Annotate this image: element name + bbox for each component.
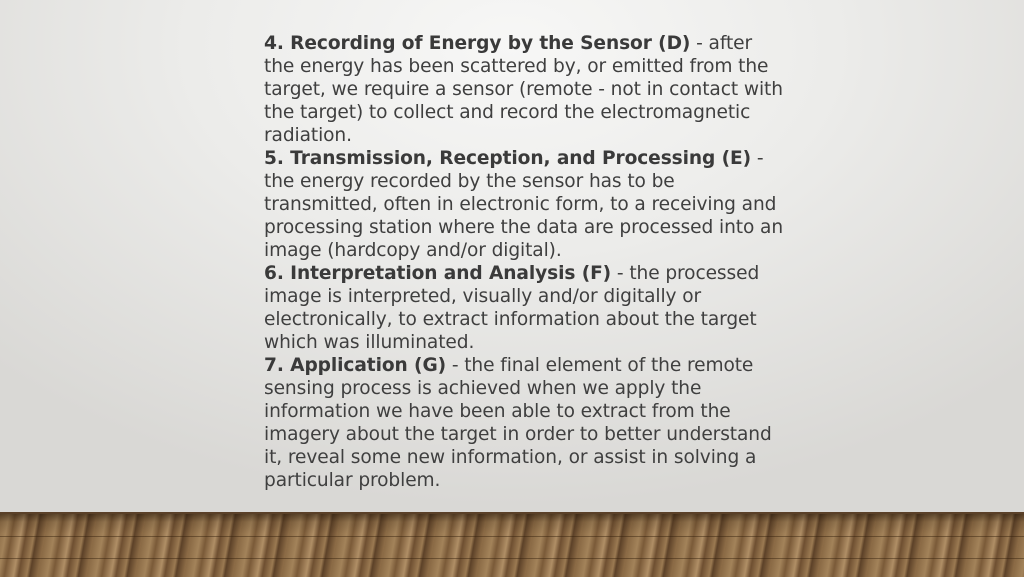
slide-text-body <box>264 32 784 492</box>
item-body: - after the energy has been scattered by, or emitted from the target, we require a sensor (remote - not in contact with the target) to collect and record the electromagnetic radiation. <box>264 33 783 146</box>
list-item-interpretation <box>264 262 784 354</box>
item-heading: 4. Recording of Energy by the Sensor (D) <box>264 33 691 54</box>
item-body: - the energy recorded by the sensor has to be transmitted, often in electronic form, to a receiving and processing station where the data are processed into an image (hardcopy and/or digital). <box>264 148 784 261</box>
list-item-transmission <box>264 147 784 262</box>
list-item-recording <box>264 32 784 147</box>
item-heading: 5. Transmission, Reception, and Processing (E) <box>264 148 752 169</box>
item-body: - the final element of the remote sensing process is achieved when we apply the information we have been able to extract from the imagery about the target in order to better understand it, reveal some new information, or assist in solving a particular problem. <box>264 355 772 491</box>
item-body: - the processed image is interpreted, visually and/or digitally or electronically, to extract information about the target which was illuminated. <box>264 263 760 353</box>
item-heading: 6. Interpretation and Analysis (F) <box>264 263 612 284</box>
floor-seam <box>0 558 1024 559</box>
wood-floor-decoration <box>0 512 1024 577</box>
item-heading: 7. Application (G) <box>264 355 447 376</box>
floor-seam <box>0 536 1024 537</box>
list-item-application <box>264 354 784 492</box>
